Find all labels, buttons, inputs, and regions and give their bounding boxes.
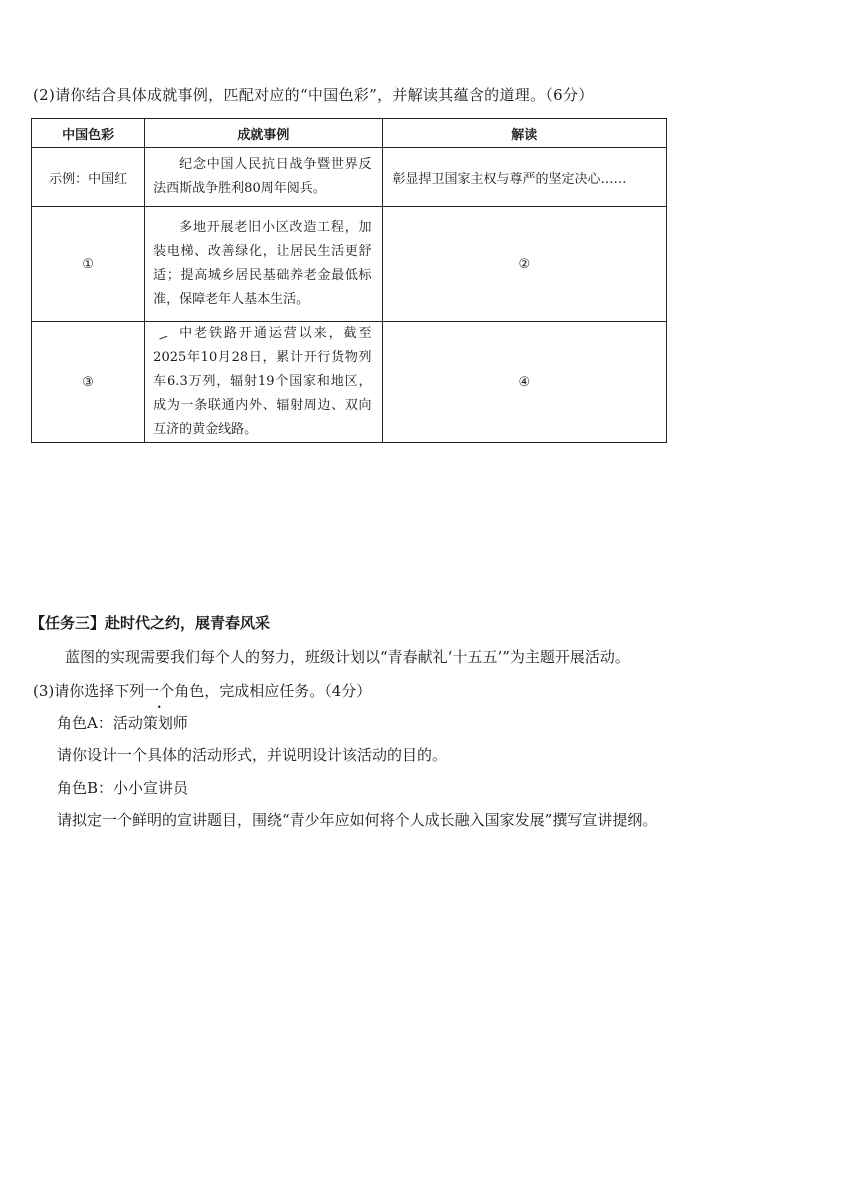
cell-interpretation-blank-2: ② (382, 207, 666, 322)
deed-text-example: 纪念中国人民抗日战争暨世界反法西斯战争胜利80周年阅兵。 (153, 157, 372, 196)
question-3-prefix: (3)请你选择下列 (33, 682, 145, 700)
question-3-prompt (33, 680, 371, 701)
table-row-example (32, 148, 667, 207)
header-interpretation: 解读 (382, 119, 666, 148)
table-header-row (32, 119, 667, 148)
cell-deed-1 (145, 207, 382, 322)
header-china-color: 中国色彩 (32, 119, 145, 148)
cell-interpretation-example: 彰显捍卫国家主权与尊严的坚定决心…… (382, 148, 666, 207)
question-3-suffix: 角色，完成相应任务。（4分） (174, 682, 372, 700)
header-achievement: 成就事例 (145, 119, 382, 148)
role-a-task: 请你设计一个具体的活动形式，并说明设计该活动的目的。 (57, 746, 448, 764)
question-2-prompt: (2)请你结合具体成就事例，匹配对应的“中国色彩”，并解读其蕴含的道理。（6分） (33, 86, 594, 104)
table-row-1 (32, 207, 667, 322)
role-b-label: 角色B：小小宣讲员 (57, 779, 189, 797)
table-row-2 (32, 322, 667, 443)
cell-interpretation-blank-4: ④ (382, 322, 666, 443)
deed-text-1: 多地开展老旧小区改造工程，加装电梯、改善绿化，让居民生活更舒适；提高城乡居民基础养老金最低标准，保障老年人基本生活。 (153, 220, 372, 307)
task3-intro: 蓝图的实现需要我们每个人的努力，班级计划以“青春献礼‘十五五’”为主题开展活动。 (65, 648, 630, 666)
role-a-label: 角色A：活动策划师 (57, 714, 188, 732)
cell-color-blank-1: ① (32, 207, 145, 322)
question-3-emphasis: 一个 (144, 682, 175, 700)
deed-text-2: 中老铁路开通运营以来，截至2025年10月28日，累计开行货物列车6.3万列，辐射19个国家和地区，成为一条联通内外、辐射周边、双向互济的黄金线路。 (153, 326, 372, 437)
cell-deed-2 (145, 322, 382, 443)
task3-title: 【任务三】赴时代之约，展青春风采 (30, 614, 271, 632)
cell-deed-example (145, 148, 382, 207)
role-b-task: 请拟定一个鲜明的宣讲题目，围绕“青少年应如何将个人成长融入国家发展”撰写宣讲提纲。 (57, 811, 658, 829)
cell-color-blank-3: ③ (32, 322, 145, 443)
china-color-table (31, 118, 667, 443)
cell-color-example: 示例：中国红 (32, 148, 145, 207)
